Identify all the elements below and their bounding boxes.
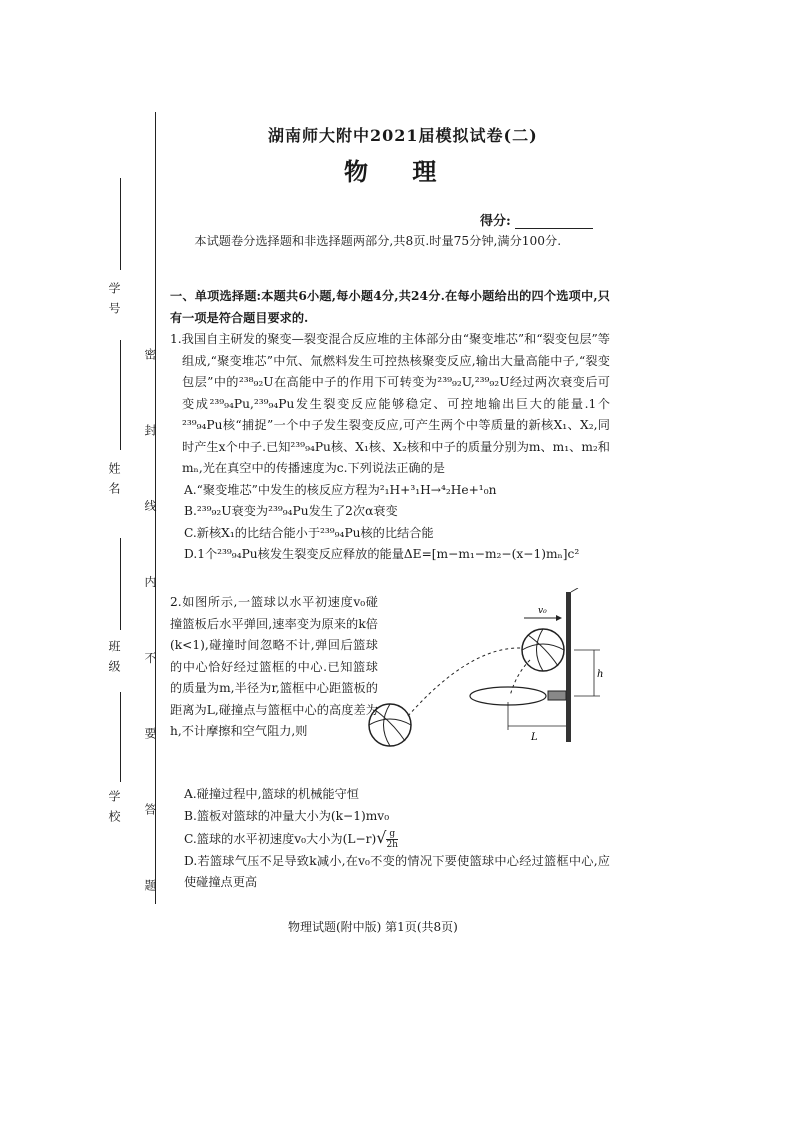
question-2-stem: 2.如图所示,一篮球以水平初速度v₀碰撞篮板后水平弹回,速率变为原来的k倍(k<1),碰撞时间忽略不计,弹回后篮球的中心恰好经过篮框的中心.已知篮球的质量为m,半径为r,篮框中心距篮板的距离为L,碰撞点与篮框中心的高度差为h,不计摩擦和空气阻力,则 bbox=[170, 595, 378, 738]
question-2-option-d: D.若篮球气压不足导致k减小,在v₀不变的情况下要使篮球中心经过篮框中心,应使碰撞点更高 bbox=[184, 853, 610, 889]
section-heading: 一、单项选择题:本题共6小题,每小题4分,共24分.在每小题给出的四个选项中,只有一项是符合题目要求的. bbox=[170, 289, 610, 325]
l-label: L bbox=[531, 732, 538, 743]
question-1 bbox=[170, 329, 610, 566]
sqrt-fraction: $\frac{g}{2h}$ bbox=[386, 829, 398, 850]
question-2-option-c-text: C.篮球的水平初速度v₀大小为(L−r) bbox=[184, 832, 377, 846]
question-1-option-b: B.²³⁹₉₂U衰变为²³⁹₉₄Pu发生了2次α衰变 bbox=[184, 504, 398, 518]
score-blank[interactable] bbox=[515, 214, 593, 229]
score-field bbox=[480, 210, 593, 229]
seal-warning-text: 密 封 线 内 不 要 答 题 bbox=[143, 348, 157, 921]
ball-at-launch bbox=[369, 704, 411, 746]
exam-instructions: 本试题卷分选择题和非选择题两部分,共8页.时量75分钟,满分100分. bbox=[194, 234, 562, 248]
score-label: 得分: bbox=[480, 214, 511, 229]
question-1-stem: 1.我国自主研发的聚变—裂变混合反应堆的主体部分由“聚变堆芯”和“裂变包层”等组成,“聚变堆芯”中氘、氚燃料发生可控热核聚变反应,输出大量高能中子,“裂变包层”中的²³⁸₉₂U在高能中子的作用下可转变为²³⁹₉₂U,²³⁹₉₂U经过两次衰变后可变成²³⁹₉₄Pu,²³⁹₉₄Pu发生裂变反应能够稳定、可控地输出巨大的能量.1个²³⁹₉₄Pu核“捕捉”一个中子发生裂变反应,可产生两个中等质量的新核X₁、X₂,同时产生x个中子.已知²³⁹₉₄Pu核、X₁核、X₂核和中子的质量分别为m、m₁、m₂和mₙ,光在真空中的传播速度为c.下列说法正确的是 bbox=[170, 332, 610, 475]
school-fill-line bbox=[120, 692, 121, 782]
v0-label: v₀ bbox=[538, 606, 547, 616]
h-label: h bbox=[597, 669, 604, 680]
question-1-option-d: D.1个²³⁹₉₄Pu核发生裂变反应释放的能量ΔE=[m−m₁−m₂−(x−1)mₙ]c² bbox=[184, 547, 580, 561]
school-label: 学 校 bbox=[107, 790, 121, 824]
page-footer: 物理试题(附中版) 第1页(共8页) bbox=[288, 920, 458, 934]
incoming-trajectory bbox=[408, 648, 522, 716]
ball-at-backboard bbox=[522, 629, 564, 671]
question-2-option-c: C.篮球的水平初速度v₀大小为(L−r)√ $\frac{g}{2h}$ bbox=[184, 828, 398, 850]
subject-title: 物 理 bbox=[344, 157, 455, 186]
question-1-option-a: A.“聚变堆芯”中发生的核反应方程为²₁H+³₁H→⁴₂He+¹₀n bbox=[184, 482, 497, 497]
binding-margin bbox=[0, 0, 160, 1123]
student-id-label: 学 号 bbox=[107, 282, 121, 316]
student-id-fill-line bbox=[120, 178, 121, 270]
rim-bracket bbox=[548, 691, 566, 700]
question-1-option-c: C.新核X₁的比结合能小于²³⁹₉₄Pu核的比结合能 bbox=[184, 525, 434, 540]
class-label: 班 级 bbox=[107, 640, 121, 674]
question-2-option-b: B.篮板对篮球的冲量大小为(k−1)mv₀ bbox=[184, 808, 390, 823]
rebound-trajectory bbox=[510, 660, 530, 696]
question-2-options bbox=[170, 784, 610, 894]
name-fill-line bbox=[120, 340, 121, 450]
basketball-figure bbox=[360, 588, 610, 748]
question-2-option-a: A.碰撞过程中,篮球的机械能守恒 bbox=[184, 787, 359, 801]
exam-title: 湖南师大附中2021届模拟试卷(二) bbox=[268, 126, 538, 145]
name-label: 姓 名 bbox=[107, 462, 121, 496]
class-fill-line bbox=[120, 538, 121, 630]
backboard bbox=[566, 592, 571, 742]
